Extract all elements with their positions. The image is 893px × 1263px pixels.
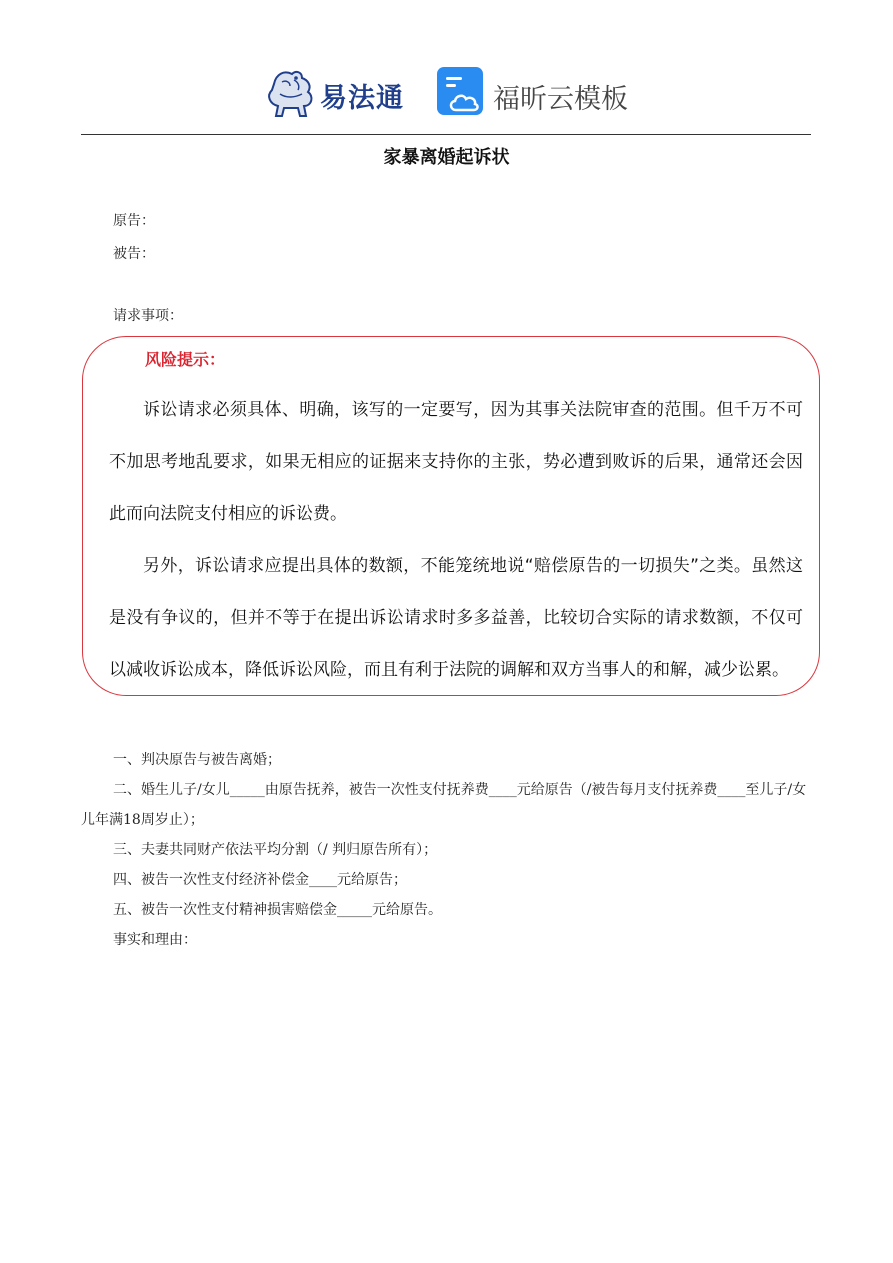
risk-notice-paragraph: 诉讼请求必须具体、明确，该写的一定要写，因为其事关法院审查的范围。但千万不可不加思考地乱要求，如果无相应的证据来支持你的主张，势必遭到败诉的后果，通常还会因此而向法院支付相应的诉讼费。 [109,400,803,524]
qilin-icon [262,64,322,120]
claim-item: 二、婚生儿子/女儿_____由原告抚养，被告一次性支付抚养费____元给原告（/被告每月支付抚养费____至儿子/女儿年满18周岁止）； [81,782,807,828]
claims-heading: 请求事项： [113,308,183,324]
claim-item: 一、判决原告与被告离婚； [113,752,281,768]
facts-and-reasons-heading: 事实和理由： [113,932,197,948]
claim-item: 五、被告一次性支付精神损害赔偿金_____元给原告。 [113,902,442,918]
claim-item: 三、夫妻共同财产依法平均分割（/ 判归原告所有）； [113,842,438,858]
risk-notice-paragraph: 另外，诉讼请求应提出具体的数额，不能笼统地说“赔偿原告的一切损失”之类。虽然这是没有争议的，但并不等于在提出诉讼请求时多多益善，比较切合实际的请求数额，不仅可以减收诉讼成本，降低诉讼风险，而且有利于法院的调解和双方当事人的和解，减少讼累。 [109,556,803,680]
foxit-template-logo-text: 福昕云模板 [493,84,628,115]
header [0,58,893,124]
cloud-document-icon [436,66,486,118]
yifatong-logo-text: 易法通 [320,83,404,114]
yifatong-logo [262,64,414,120]
foxit-template-logo [436,66,636,120]
claims-list [81,745,813,955]
claim-item: 四、被告一次性支付经济补偿金____元给原告； [113,872,407,888]
plaintiff-label: 原告： [113,213,155,229]
document-title: 家暴离婚起诉状 [383,147,510,168]
risk-notice-box [82,336,820,696]
risk-notice-body [109,384,803,696]
defendant-label: 被告： [113,246,155,262]
header-divider [81,134,811,135]
risk-notice-title: 风险提示： [145,350,226,369]
